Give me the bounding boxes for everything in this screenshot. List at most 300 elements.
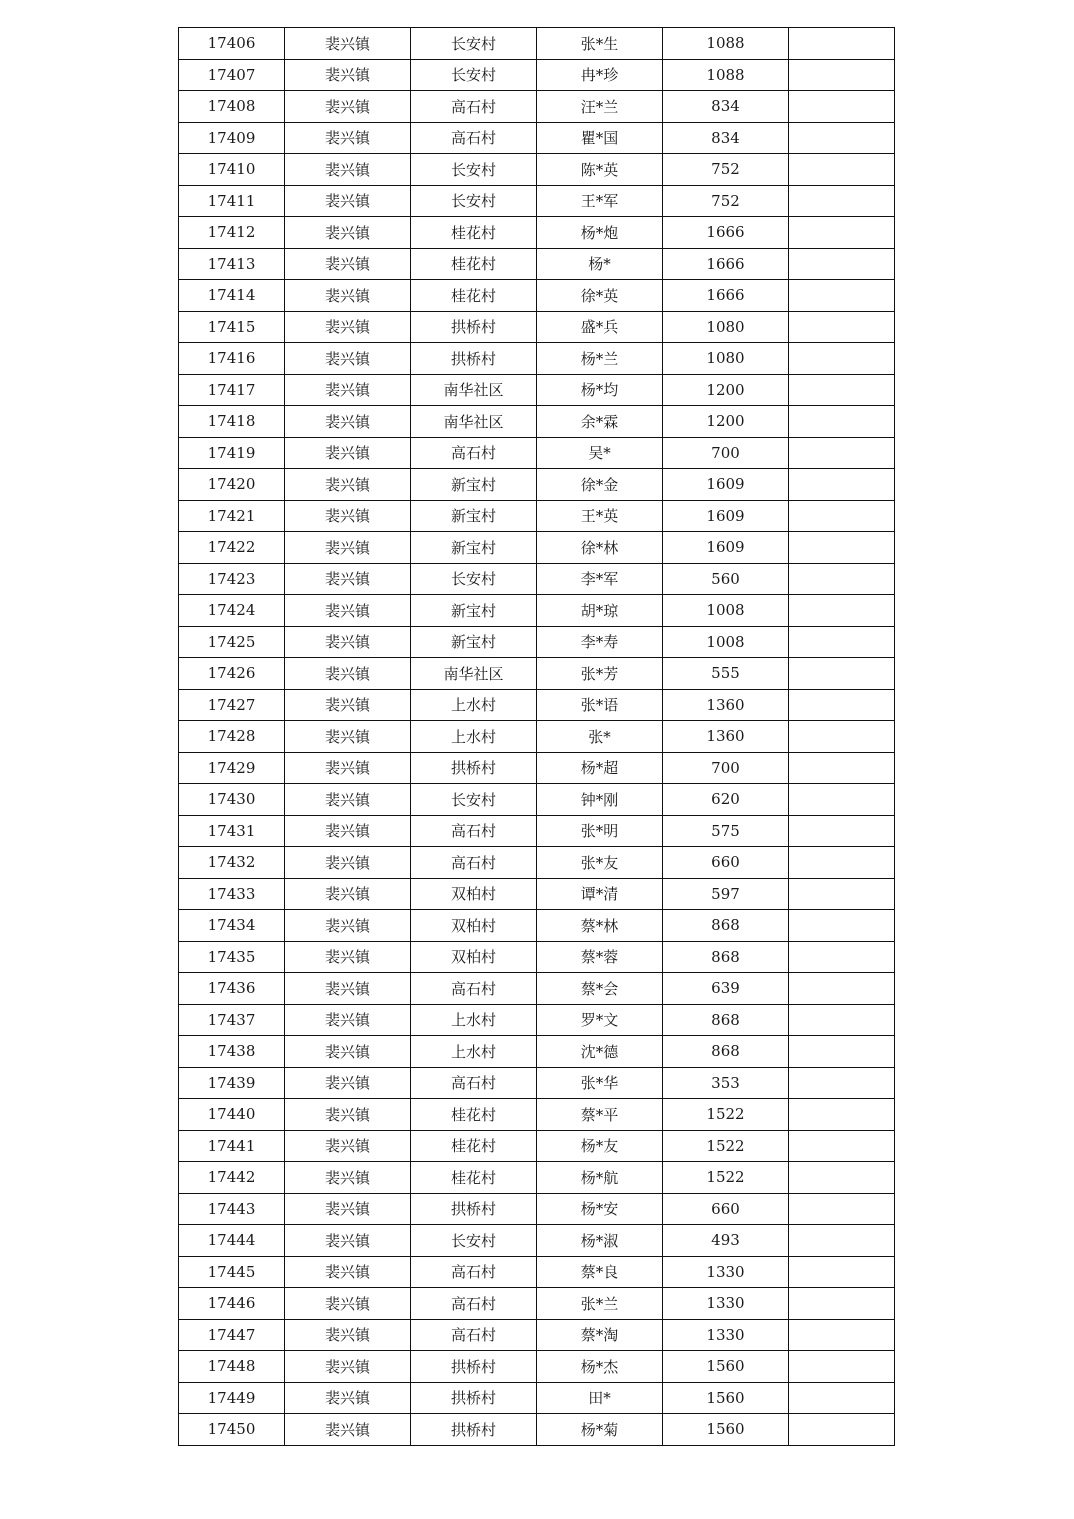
name-cell: 沈*德	[537, 1036, 663, 1068]
note-cell	[789, 1382, 895, 1414]
amount-cell: 1522	[663, 1130, 789, 1162]
name-cell: 胡*琼	[537, 595, 663, 627]
town-cell: 裴兴镇	[285, 1162, 411, 1194]
village-cell: 拱桥村	[411, 1414, 537, 1446]
amount-cell: 700	[663, 752, 789, 784]
note-cell	[789, 1351, 895, 1383]
village-cell: 拱桥村	[411, 1382, 537, 1414]
row-id-cell: 17410	[179, 154, 285, 186]
amount-cell: 1609	[663, 469, 789, 501]
note-cell	[789, 658, 895, 690]
note-cell	[789, 248, 895, 280]
village-cell: 高石村	[411, 847, 537, 879]
village-cell: 长安村	[411, 185, 537, 217]
amount-cell: 752	[663, 154, 789, 186]
table-row	[179, 721, 895, 753]
note-cell	[789, 185, 895, 217]
name-cell: 张*芳	[537, 658, 663, 690]
amount-cell: 1088	[663, 28, 789, 60]
village-cell: 新宝村	[411, 595, 537, 627]
name-cell: 田*	[537, 1382, 663, 1414]
village-cell: 上水村	[411, 721, 537, 753]
note-cell	[789, 878, 895, 910]
table-row	[179, 784, 895, 816]
table-row	[179, 374, 895, 406]
table-row	[179, 973, 895, 1005]
table-row	[179, 59, 895, 91]
amount-cell: 1330	[663, 1288, 789, 1320]
name-cell: 杨*均	[537, 374, 663, 406]
note-cell	[789, 784, 895, 816]
village-cell: 高石村	[411, 1319, 537, 1351]
amount-cell: 868	[663, 1004, 789, 1036]
note-cell	[789, 28, 895, 60]
table-row	[179, 1414, 895, 1446]
name-cell: 徐*英	[537, 280, 663, 312]
name-cell: 蔡*良	[537, 1256, 663, 1288]
village-cell: 长安村	[411, 59, 537, 91]
row-id-cell: 17426	[179, 658, 285, 690]
town-cell: 裴兴镇	[285, 941, 411, 973]
note-cell	[789, 1162, 895, 1194]
village-cell: 新宝村	[411, 626, 537, 658]
amount-cell: 1609	[663, 532, 789, 564]
table-row	[179, 1193, 895, 1225]
row-id-cell: 17414	[179, 280, 285, 312]
note-cell	[789, 595, 895, 627]
table-row	[179, 122, 895, 154]
note-cell	[789, 1193, 895, 1225]
village-cell: 长安村	[411, 563, 537, 595]
table-row	[179, 532, 895, 564]
row-id-cell: 17417	[179, 374, 285, 406]
note-cell	[789, 154, 895, 186]
row-id-cell: 17407	[179, 59, 285, 91]
village-cell: 新宝村	[411, 532, 537, 564]
row-id-cell: 17411	[179, 185, 285, 217]
village-cell: 桂花村	[411, 1130, 537, 1162]
village-cell: 桂花村	[411, 248, 537, 280]
town-cell: 裴兴镇	[285, 406, 411, 438]
town-cell: 裴兴镇	[285, 28, 411, 60]
town-cell: 裴兴镇	[285, 500, 411, 532]
row-id-cell: 17450	[179, 1414, 285, 1446]
town-cell: 裴兴镇	[285, 1193, 411, 1225]
note-cell	[789, 563, 895, 595]
town-cell: 裴兴镇	[285, 1288, 411, 1320]
table-row	[179, 1319, 895, 1351]
row-id-cell: 17437	[179, 1004, 285, 1036]
town-cell: 裴兴镇	[285, 658, 411, 690]
amount-cell: 1560	[663, 1382, 789, 1414]
name-cell: 蔡*淘	[537, 1319, 663, 1351]
village-cell: 高石村	[411, 122, 537, 154]
row-id-cell: 17408	[179, 91, 285, 123]
village-cell: 桂花村	[411, 280, 537, 312]
row-id-cell: 17427	[179, 689, 285, 721]
table-row	[179, 1130, 895, 1162]
name-cell: 汪*兰	[537, 91, 663, 123]
note-cell	[789, 910, 895, 942]
town-cell: 裴兴镇	[285, 878, 411, 910]
roster-table	[178, 27, 895, 1446]
amount-cell: 752	[663, 185, 789, 217]
row-id-cell: 17415	[179, 311, 285, 343]
amount-cell: 560	[663, 563, 789, 595]
amount-cell: 834	[663, 91, 789, 123]
town-cell: 裴兴镇	[285, 469, 411, 501]
note-cell	[789, 626, 895, 658]
name-cell: 蔡*蓉	[537, 941, 663, 973]
town-cell: 裴兴镇	[285, 721, 411, 753]
note-cell	[789, 469, 895, 501]
table-row	[179, 563, 895, 595]
village-cell: 桂花村	[411, 217, 537, 249]
row-id-cell: 17435	[179, 941, 285, 973]
note-cell	[789, 59, 895, 91]
town-cell: 裴兴镇	[285, 815, 411, 847]
village-cell: 长安村	[411, 154, 537, 186]
name-cell: 张*友	[537, 847, 663, 879]
town-cell: 裴兴镇	[285, 217, 411, 249]
town-cell: 裴兴镇	[285, 343, 411, 375]
amount-cell: 597	[663, 878, 789, 910]
name-cell: 杨*	[537, 248, 663, 280]
table-row	[179, 91, 895, 123]
amount-cell: 868	[663, 1036, 789, 1068]
row-id-cell: 17413	[179, 248, 285, 280]
note-cell	[789, 1288, 895, 1320]
table-row	[179, 847, 895, 879]
table-row	[179, 595, 895, 627]
name-cell: 徐*林	[537, 532, 663, 564]
town-cell: 裴兴镇	[285, 1004, 411, 1036]
town-cell: 裴兴镇	[285, 626, 411, 658]
village-cell: 双柏村	[411, 878, 537, 910]
village-cell: 桂花村	[411, 1099, 537, 1131]
name-cell: 蔡*会	[537, 973, 663, 1005]
amount-cell: 1666	[663, 217, 789, 249]
name-cell: 谭*清	[537, 878, 663, 910]
name-cell: 余*霖	[537, 406, 663, 438]
village-cell: 长安村	[411, 28, 537, 60]
note-cell	[789, 1319, 895, 1351]
amount-cell: 1666	[663, 248, 789, 280]
row-id-cell: 17416	[179, 343, 285, 375]
name-cell: 吴*	[537, 437, 663, 469]
amount-cell: 1200	[663, 374, 789, 406]
note-cell	[789, 1414, 895, 1446]
note-cell	[789, 1256, 895, 1288]
amount-cell: 353	[663, 1067, 789, 1099]
table-row	[179, 1004, 895, 1036]
amount-cell: 1360	[663, 721, 789, 753]
row-id-cell: 17434	[179, 910, 285, 942]
row-id-cell: 17422	[179, 532, 285, 564]
amount-cell: 493	[663, 1225, 789, 1257]
amount-cell: 1008	[663, 595, 789, 627]
name-cell: 钟*刚	[537, 784, 663, 816]
name-cell: 冉*珍	[537, 59, 663, 91]
name-cell: 杨*杰	[537, 1351, 663, 1383]
row-id-cell: 17430	[179, 784, 285, 816]
table-row	[179, 752, 895, 784]
name-cell: 张*生	[537, 28, 663, 60]
name-cell: 张*	[537, 721, 663, 753]
town-cell: 裴兴镇	[285, 532, 411, 564]
name-cell: 杨*兰	[537, 343, 663, 375]
row-id-cell: 17425	[179, 626, 285, 658]
table-row	[179, 154, 895, 186]
town-cell: 裴兴镇	[285, 752, 411, 784]
row-id-cell: 17406	[179, 28, 285, 60]
name-cell: 徐*金	[537, 469, 663, 501]
village-cell: 拱桥村	[411, 343, 537, 375]
amount-cell: 1560	[663, 1351, 789, 1383]
village-cell: 桂花村	[411, 1162, 537, 1194]
amount-cell: 620	[663, 784, 789, 816]
table-row	[179, 248, 895, 280]
town-cell: 裴兴镇	[285, 154, 411, 186]
table-row	[179, 1162, 895, 1194]
amount-cell: 868	[663, 910, 789, 942]
note-cell	[789, 91, 895, 123]
town-cell: 裴兴镇	[285, 437, 411, 469]
town-cell: 裴兴镇	[285, 122, 411, 154]
table-row	[179, 1382, 895, 1414]
table-row	[179, 217, 895, 249]
village-cell: 新宝村	[411, 469, 537, 501]
table-row	[179, 941, 895, 973]
amount-cell: 1666	[663, 280, 789, 312]
town-cell: 裴兴镇	[285, 1099, 411, 1131]
note-cell	[789, 1067, 895, 1099]
note-cell	[789, 406, 895, 438]
note-cell	[789, 280, 895, 312]
row-id-cell: 17445	[179, 1256, 285, 1288]
amount-cell: 1609	[663, 500, 789, 532]
name-cell: 蔡*林	[537, 910, 663, 942]
village-cell: 高石村	[411, 91, 537, 123]
town-cell: 裴兴镇	[285, 248, 411, 280]
name-cell: 杨*超	[537, 752, 663, 784]
name-cell: 王*英	[537, 500, 663, 532]
table-row	[179, 1067, 895, 1099]
village-cell: 拱桥村	[411, 311, 537, 343]
town-cell: 裴兴镇	[285, 689, 411, 721]
row-id-cell: 17447	[179, 1319, 285, 1351]
village-cell: 上水村	[411, 1004, 537, 1036]
name-cell: 李*寿	[537, 626, 663, 658]
note-cell	[789, 1225, 895, 1257]
village-cell: 双柏村	[411, 910, 537, 942]
name-cell: 杨*淑	[537, 1225, 663, 1257]
row-id-cell: 17420	[179, 469, 285, 501]
table-row	[179, 343, 895, 375]
table-row	[179, 1036, 895, 1068]
row-id-cell: 17409	[179, 122, 285, 154]
town-cell: 裴兴镇	[285, 784, 411, 816]
note-cell	[789, 941, 895, 973]
town-cell: 裴兴镇	[285, 311, 411, 343]
note-cell	[789, 437, 895, 469]
town-cell: 裴兴镇	[285, 563, 411, 595]
row-id-cell: 17446	[179, 1288, 285, 1320]
table-row	[179, 500, 895, 532]
row-id-cell: 17421	[179, 500, 285, 532]
row-id-cell: 17428	[179, 721, 285, 753]
note-cell	[789, 847, 895, 879]
note-cell	[789, 343, 895, 375]
village-cell: 高石村	[411, 1288, 537, 1320]
town-cell: 裴兴镇	[285, 59, 411, 91]
amount-cell: 868	[663, 941, 789, 973]
amount-cell: 555	[663, 658, 789, 690]
note-cell	[789, 973, 895, 1005]
table-row	[179, 469, 895, 501]
row-id-cell: 17442	[179, 1162, 285, 1194]
amount-cell: 1522	[663, 1099, 789, 1131]
table-row	[179, 406, 895, 438]
row-id-cell: 17433	[179, 878, 285, 910]
table-row	[179, 689, 895, 721]
table-row	[179, 311, 895, 343]
table-row	[179, 658, 895, 690]
row-id-cell: 17418	[179, 406, 285, 438]
village-cell: 高石村	[411, 815, 537, 847]
town-cell: 裴兴镇	[285, 1351, 411, 1383]
row-id-cell: 17444	[179, 1225, 285, 1257]
village-cell: 高石村	[411, 1067, 537, 1099]
row-id-cell: 17419	[179, 437, 285, 469]
row-id-cell: 17443	[179, 1193, 285, 1225]
town-cell: 裴兴镇	[285, 1067, 411, 1099]
village-cell: 南华社区	[411, 406, 537, 438]
row-id-cell: 17436	[179, 973, 285, 1005]
amount-cell: 1080	[663, 343, 789, 375]
note-cell	[789, 122, 895, 154]
village-cell: 上水村	[411, 689, 537, 721]
amount-cell: 834	[663, 122, 789, 154]
note-cell	[789, 689, 895, 721]
name-cell: 盛*兵	[537, 311, 663, 343]
town-cell: 裴兴镇	[285, 1225, 411, 1257]
name-cell: 杨*航	[537, 1162, 663, 1194]
name-cell: 王*军	[537, 185, 663, 217]
row-id-cell: 17424	[179, 595, 285, 627]
note-cell	[789, 217, 895, 249]
row-id-cell: 17441	[179, 1130, 285, 1162]
row-id-cell: 17432	[179, 847, 285, 879]
table-row	[179, 815, 895, 847]
amount-cell: 660	[663, 847, 789, 879]
village-cell: 高石村	[411, 973, 537, 1005]
note-cell	[789, 752, 895, 784]
name-cell: 杨*友	[537, 1130, 663, 1162]
village-cell: 拱桥村	[411, 752, 537, 784]
row-id-cell: 17448	[179, 1351, 285, 1383]
amount-cell: 575	[663, 815, 789, 847]
village-cell: 长安村	[411, 1225, 537, 1257]
town-cell: 裴兴镇	[285, 595, 411, 627]
roster-body	[179, 28, 895, 1446]
town-cell: 裴兴镇	[285, 91, 411, 123]
amount-cell: 700	[663, 437, 789, 469]
note-cell	[789, 374, 895, 406]
note-cell	[789, 532, 895, 564]
town-cell: 裴兴镇	[285, 1036, 411, 1068]
town-cell: 裴兴镇	[285, 973, 411, 1005]
name-cell: 张*明	[537, 815, 663, 847]
row-id-cell: 17412	[179, 217, 285, 249]
town-cell: 裴兴镇	[285, 910, 411, 942]
table-row	[179, 910, 895, 942]
village-cell: 南华社区	[411, 658, 537, 690]
amount-cell: 1522	[663, 1162, 789, 1194]
town-cell: 裴兴镇	[285, 1319, 411, 1351]
row-id-cell: 17438	[179, 1036, 285, 1068]
name-cell: 罗*文	[537, 1004, 663, 1036]
town-cell: 裴兴镇	[285, 280, 411, 312]
name-cell: 杨*菊	[537, 1414, 663, 1446]
table-row	[179, 1099, 895, 1131]
village-cell: 南华社区	[411, 374, 537, 406]
town-cell: 裴兴镇	[285, 1414, 411, 1446]
village-cell: 拱桥村	[411, 1193, 537, 1225]
row-id-cell: 17431	[179, 815, 285, 847]
name-cell: 张*语	[537, 689, 663, 721]
name-cell: 杨*安	[537, 1193, 663, 1225]
village-cell: 高石村	[411, 437, 537, 469]
name-cell: 陈*英	[537, 154, 663, 186]
note-cell	[789, 1099, 895, 1131]
table-row	[179, 1256, 895, 1288]
table-row	[179, 878, 895, 910]
amount-cell: 1008	[663, 626, 789, 658]
village-cell: 长安村	[411, 784, 537, 816]
name-cell: 瞿*国	[537, 122, 663, 154]
table-row	[179, 437, 895, 469]
amount-cell: 1560	[663, 1414, 789, 1446]
amount-cell: 1330	[663, 1319, 789, 1351]
amount-cell: 1200	[663, 406, 789, 438]
note-cell	[789, 1130, 895, 1162]
table-row	[179, 1288, 895, 1320]
village-cell: 上水村	[411, 1036, 537, 1068]
name-cell: 张*华	[537, 1067, 663, 1099]
name-cell: 李*军	[537, 563, 663, 595]
note-cell	[789, 721, 895, 753]
village-cell: 双柏村	[411, 941, 537, 973]
amount-cell: 660	[663, 1193, 789, 1225]
town-cell: 裴兴镇	[285, 185, 411, 217]
row-id-cell: 17440	[179, 1099, 285, 1131]
row-id-cell: 17423	[179, 563, 285, 595]
amount-cell: 1360	[663, 689, 789, 721]
table-row	[179, 626, 895, 658]
table-row	[179, 185, 895, 217]
village-cell: 新宝村	[411, 500, 537, 532]
table-row	[179, 1351, 895, 1383]
note-cell	[789, 311, 895, 343]
town-cell: 裴兴镇	[285, 1382, 411, 1414]
amount-cell: 1080	[663, 311, 789, 343]
town-cell: 裴兴镇	[285, 847, 411, 879]
amount-cell: 639	[663, 973, 789, 1005]
note-cell	[789, 1036, 895, 1068]
name-cell: 张*兰	[537, 1288, 663, 1320]
row-id-cell: 17439	[179, 1067, 285, 1099]
